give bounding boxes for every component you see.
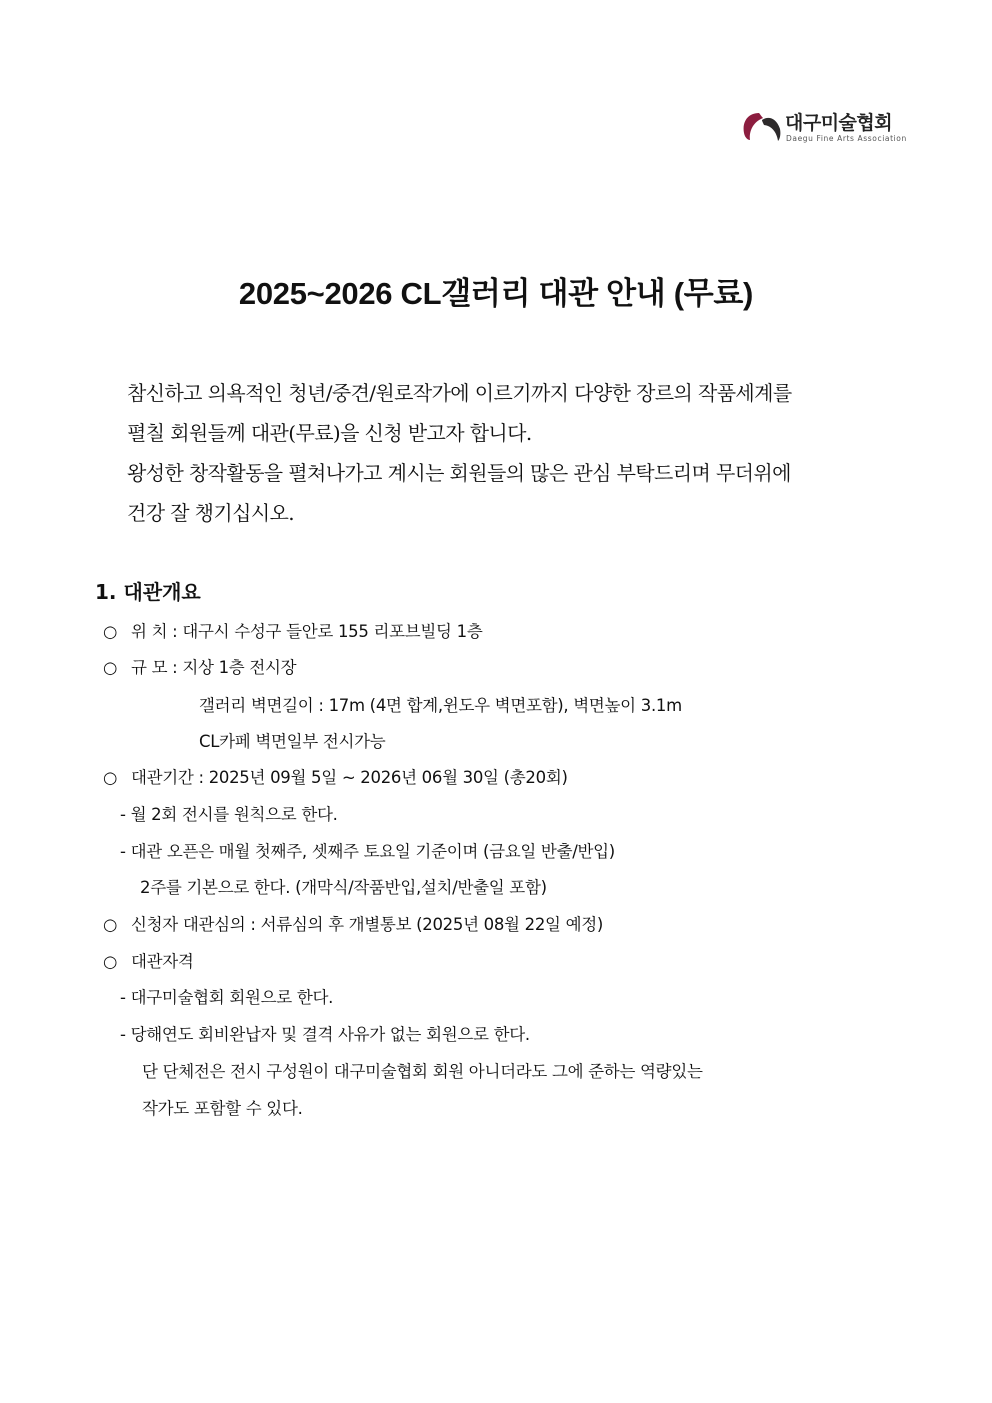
overview-text: 위 치 : 대구시 수성구 들안로 155 리포브빌딩 1층 — [131, 622, 483, 641]
overview-item-review — [103, 913, 603, 937]
overview-item-scale — [103, 656, 296, 680]
overview-subitem — [142, 1097, 303, 1121]
association-logo — [741, 104, 911, 148]
overview-subitem — [120, 1023, 530, 1047]
overview-text: - 당해연도 회비완납자 및 결격 사유가 없는 회원으로 한다. — [120, 1025, 530, 1044]
overview-text: CL카페 벽면일부 전시가능 — [199, 732, 386, 751]
overview-subitem — [120, 986, 333, 1010]
overview-subitem — [142, 1060, 703, 1084]
logo-korean-name: 대구미술협회 — [785, 112, 893, 134]
overview-text: 대관기간 : 2025년 09월 5일 ~ 2026년 06월 30일 (총20회) — [131, 768, 568, 787]
overview-text: 2주를 기본으로 한다. (개막식/작품반입,설치/반출일 포함) — [140, 878, 547, 897]
overview-subitem — [120, 803, 338, 827]
logo-mark-icon — [741, 109, 783, 143]
section-heading: 1. 대관개요 — [95, 580, 201, 604]
overview-subitem — [140, 876, 547, 900]
overview-subitem — [199, 730, 385, 754]
document-title: 2025~2026 CL갤러리 대관 안내 (무료) — [238, 276, 754, 311]
overview-text: 대관자격 — [131, 952, 194, 971]
overview-text: 규 모 : 지상 1층 전시장 — [131, 658, 297, 677]
intro-paragraph — [127, 376, 887, 536]
overview-text: 갤러리 벽면길이 : 17m (4면 합계,윈도우 벽면포함), 벽면높이 3.1m — [199, 696, 682, 715]
intro-line: 펼칠 회원들께 대관(무료)을 신청 받고자 합니다. — [127, 421, 532, 445]
overview-text: - 대구미술협회 회원으로 한다. — [120, 988, 334, 1007]
overview-subitem — [120, 840, 615, 864]
overview-text: - 월 2회 전시를 원칙으로 한다. — [120, 805, 338, 824]
overview-text: 단 단체전은 전시 구성원이 대구미술협회 회원 아니더라도 그에 준하는 역량있는 — [142, 1062, 703, 1081]
circle-bullet-icon: ○ — [103, 952, 118, 971]
circle-bullet-icon: ○ — [103, 658, 118, 677]
overview-item-period — [103, 766, 568, 790]
intro-line: 참신하고 의욕적인 청년/중견/원로작가에 이르기까지 다양한 장르의 작품세계를 — [127, 381, 792, 405]
circle-bullet-icon: ○ — [103, 915, 118, 934]
circle-bullet-icon: ○ — [103, 768, 118, 787]
logo-english-name: Daegu Fine Arts Association — [786, 134, 907, 143]
circle-bullet-icon: ○ — [103, 622, 118, 641]
overview-text: - 대관 오픈은 매월 첫째주, 셋째주 토요일 기준이며 (금요일 반출/반입) — [120, 842, 615, 861]
overview-text: 작가도 포함할 수 있다. — [142, 1099, 303, 1118]
overview-item-location — [103, 620, 482, 644]
overview-text: 신청자 대관심의 : 서류심의 후 개별통보 (2025년 08월 22일 예정) — [131, 915, 604, 934]
intro-line: 왕성한 창작활동을 펼쳐나가고 계시는 회원들의 많은 관심 부탁드리며 무더위에 — [127, 461, 791, 485]
intro-line: 건강 잘 챙기십시오. — [127, 501, 295, 525]
overview-item-eligibility — [103, 950, 194, 974]
overview-subitem — [199, 694, 682, 718]
